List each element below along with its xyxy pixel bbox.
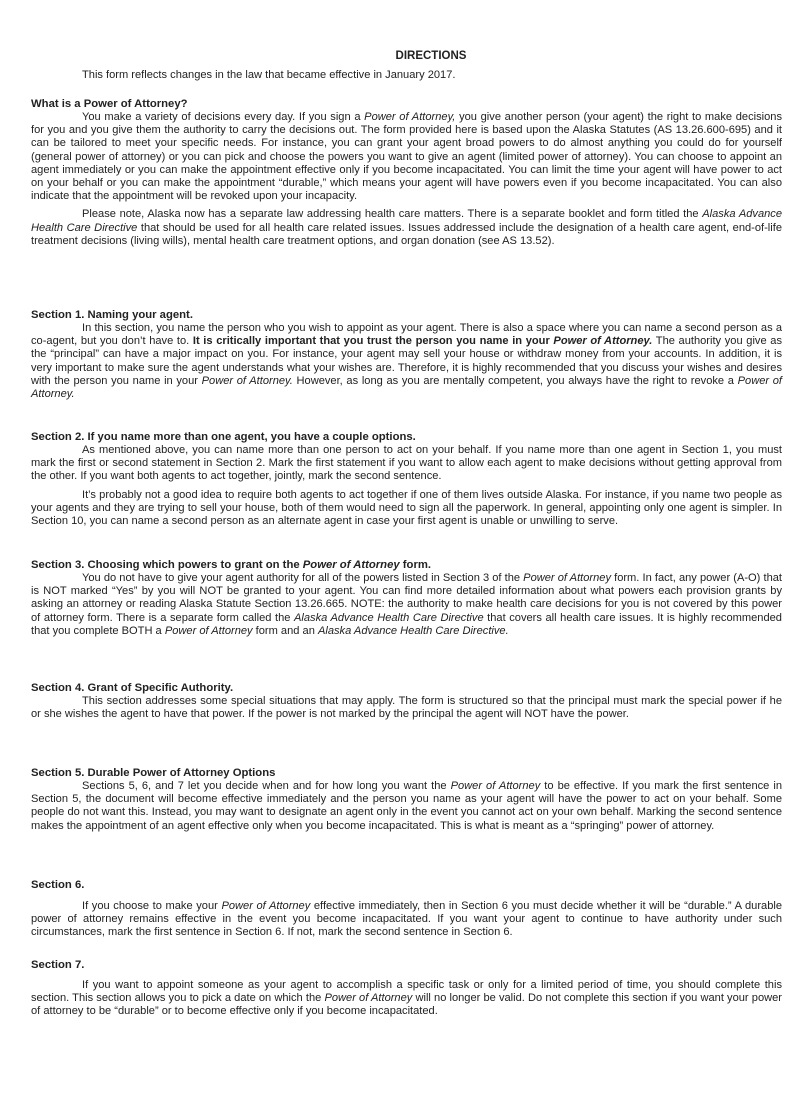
text-run: Section 3. Choosing which powers to grant on the — [31, 559, 303, 571]
section-heading: Section 1. Naming your agent. — [31, 309, 193, 321]
section-4 — [31, 681, 782, 721]
section-1 — [31, 308, 782, 401]
page-subtitle: This form reflects changes in the law that became effective in January 2017. — [82, 69, 456, 81]
text-run: Power of Attorney — [450, 780, 541, 792]
section-heading: Section 7. — [31, 959, 85, 971]
paragraph — [31, 572, 782, 638]
text-run: You do not have to give your agent authority for all of the powers listed in Section 3 of the — [82, 572, 524, 584]
text-run: to be effective. If you mark the first sentence in Section 5, the document will become effective immediately and the person you name as your agent will have the power to act on your behalf. Some people do not want this. Instead, you may want to designate an agent only in the event you cannot act on your own behalf. Marking the second sentence makes the appointment of an agent effective only when you become incapacitated. This is what is meant as a “springing” power of attorney. — [31, 780, 783, 832]
text-run: If you want to appoint someone as your agent to accomplish a specific task or only for a limited period of time, you should complete this section. This section allows you to pick a date on which the — [31, 979, 782, 1005]
text-run: effective immediately, then in Section 6 you must decide whether it will be “durable.” A durable power of attorney remains effective in the event you become incapacitated. If you want your agent to continue to have authority under such circumstances, mark the first sentence in Section 6. If not, mark the second sentence in Section 6. — [31, 900, 783, 939]
text-run: You make a variety of decisions every day. If you sign a — [82, 111, 365, 123]
text-run: If you choose to make your — [82, 900, 222, 912]
text-run: Alaska Advance Health Care Directive — [294, 611, 484, 624]
text-run: However, as long as you are mentally competent, you always have the right to revoke a — [292, 374, 738, 387]
paragraph — [31, 695, 782, 721]
text-run: As mentioned above, you can name more than one person to act on your behalf. If you name more than one agent in Section 1, you must mark the first or second statement in Section 2. Mark the first statement if you want to allow each agent to make decisions without getting approval from the other. If you want both agents to act together, jointly, mark the second sentence. — [31, 444, 782, 483]
text-run: Power of Attorney. — [31, 374, 782, 401]
paragraph — [31, 780, 782, 833]
paragraph — [31, 208, 782, 248]
text-run: This section addresses some special situations that may apply. The form is structured so that the principal must mark the special power if he or she wishes the agent to have that power. If the power is not marked by the principal the agent will NOT have the power. — [31, 695, 782, 721]
section-heading: Section 2. If you name more than one agent, you have a couple options. — [31, 431, 416, 443]
section-heading: Section 6. — [31, 879, 85, 891]
text-run: that covers all health care issues. It is highly recommended that you complete BOTH a — [31, 611, 782, 637]
text-run: Power of Attorney, — [364, 111, 456, 123]
text-run: Power of Attorney — [221, 900, 311, 912]
text-run: The authority you give as the “principal” can have a major impact on you. For instance, your agent may sell your house or withdraw money from your accounts. In addition, it is very important to make sure the agent understands what your wishes are. Therefore, it is highly recommended that you discuss your wishes and desires with the person you name in your — [31, 335, 782, 387]
paragraph — [31, 900, 782, 940]
text-run: Please note, Alaska now has a separate law addressing health care matters. There is a separate booklet and form titled the — [82, 208, 703, 221]
text-run: Alaska Advance Health Care Directive — [31, 208, 782, 234]
text-run: form and an — [252, 624, 318, 637]
text-run: Power of Attorney. — [553, 335, 653, 348]
text-run: It’s probably not a good idea to require both agents to act together if one of them lives outside Alaska. For instance, if you name two people as your agents and they are trying to sell your house, both of them would need to sign all the paperwork. In general, appointing only one agent is simpler. In Section 10, you can name a second person as an alternate agent in case your first agent is unable or unwilling to serve. — [31, 488, 782, 528]
section-3 — [31, 558, 782, 638]
paragraph — [31, 322, 782, 401]
section-heading: Section 4. Grant of Specific Authority. — [31, 682, 234, 694]
section-5 — [31, 766, 782, 833]
text-run: In this section, you name the person who you wish to appoint as your agent. There is also a space where you can name a second person as a co-agent, but you don’t have to. — [31, 322, 782, 348]
paragraph — [31, 489, 782, 529]
text-run: Sections 5, 6, and 7 let you decide when and for how long you want the — [82, 780, 451, 792]
section-2 — [31, 430, 782, 528]
section-heading: What is a Power of Attorney? — [31, 98, 188, 110]
text-run: form. In fact, any power (A-O) that is NOT marked “Yes” by you will NOT be granted to your agent. You can find more detailed information about what powers each provision grants by asking an attorney or reading Alaska Statute Section 13.26.665. NOTE: the authority to make health care decisions for you is not covered by this power of attorney form. There is a separate form called the — [31, 572, 782, 624]
text-run: Power of Attorney — [164, 624, 253, 637]
text-run: that should be used for all health care related issues. Issues addressed include the designation of a health care agent, end-of-life treatment decisions (living wills), mental health care treatment options, and organ donation (see AS 13.52). — [31, 221, 782, 247]
section-heading: Section 5. Durable Power of Attorney Options — [31, 767, 276, 779]
text-run: It is critically important that you trust the person you name in your — [192, 335, 554, 348]
text-run: Power of Attorney. — [201, 374, 293, 387]
text-run: Power of Attorney — [324, 992, 413, 1005]
section-7 — [31, 958, 782, 1019]
section-6 — [31, 878, 782, 940]
text-run: you give another person (your agent) the right to make decisions for you and you give them the authority to carry the decisions out. The form provided here is based upon the Alaska Statutes (AS 13.26.600-695) and it can be tailored to meet your specific needs. For instance, you can grant your agent broad powers to do almost anything you could do for yourself (general power of attorney) or you can pick and choose the powers you want to give an agent (limited power of attorney). You can choose to appoint an agent immediately or you can make the appointment effective only if you become incapacitated. You can limit the time your agent will have power to act on your behalf or you can make the appointment “durable,” which means your agent will have powers even if you become incapacitated. You can also indicate that the appointment will be revoked upon your incapacity. — [31, 111, 782, 203]
text-run: Power of Attorney — [302, 559, 400, 571]
paragraph — [31, 111, 782, 203]
section-what-is — [31, 97, 782, 248]
paragraph — [31, 979, 782, 1019]
text-run: form. — [399, 559, 432, 571]
text-run: will no longer be valid. Do not complete this section if you want your power of attorney to be “durable” or to become effective only if you become incapacitated. — [31, 992, 782, 1018]
section-heading — [31, 558, 782, 572]
paragraph — [31, 444, 782, 484]
text-run: Alaska Advance Health Care Directive. — [317, 624, 509, 637]
text-run: Power of Attorney — [523, 572, 611, 584]
page-title: DIRECTIONS — [395, 50, 467, 62]
